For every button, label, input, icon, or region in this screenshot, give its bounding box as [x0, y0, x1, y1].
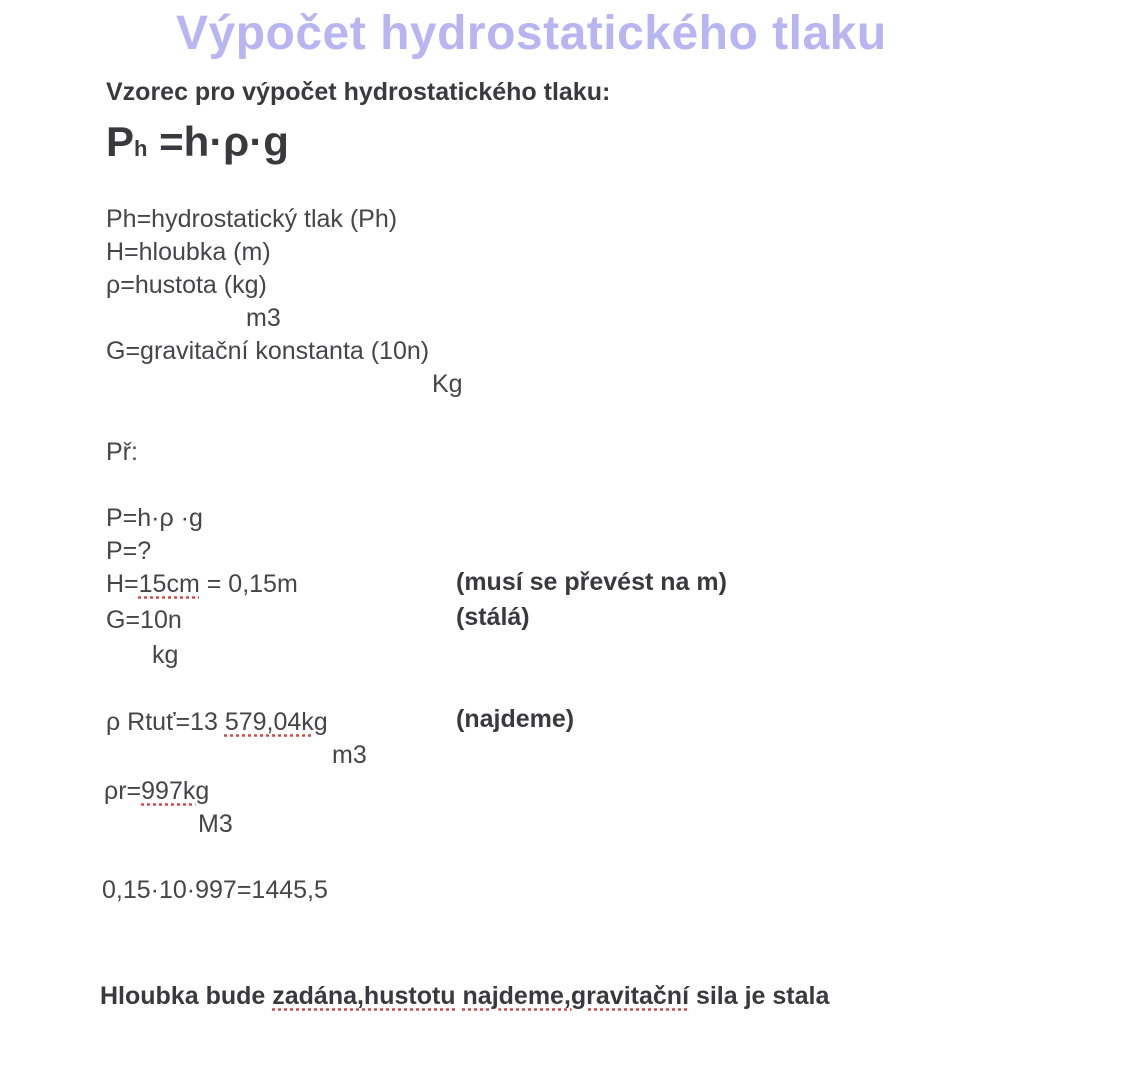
- example-rho-mercury: [106, 708, 328, 737]
- conclusion-part-4: najdeme,gravitační: [462, 982, 690, 1010]
- example-rho-r: [104, 777, 209, 806]
- example-label: Př:: [106, 438, 138, 466]
- example-h-value: 15cm: [138, 570, 200, 598]
- conclusion-part-2: zadána,hustotu: [272, 982, 456, 1010]
- definition-rho-unit: m3: [246, 304, 281, 332]
- conclusion-part-5: sila je stala: [689, 982, 830, 1010]
- example-h-note: (musí se převést na m): [456, 568, 727, 596]
- conclusion-part-3: [456, 982, 463, 1010]
- definition-rho: ρ=hustota (kg): [106, 271, 267, 299]
- definition-g: G=gravitační konstanta (10n): [106, 337, 430, 365]
- page-title: Výpočet hydrostatického tlaku: [176, 7, 887, 60]
- formula-heading: Vzorec pro výpočet hydrostatického tlaku:: [106, 78, 611, 106]
- example-rho-r-unit: M3: [198, 810, 233, 838]
- example-rho-r-value: 997kg: [141, 777, 210, 805]
- definition-g-unit: Kg: [432, 370, 463, 398]
- example-equation: P=h·ρ ·g: [106, 504, 203, 532]
- formula: [106, 118, 289, 166]
- example-h: [106, 570, 298, 599]
- example-calculation: 0,15·10·997=1445,5: [102, 876, 328, 904]
- formula-symbol: P: [106, 118, 135, 165]
- example-g-note: (stálá): [456, 603, 530, 631]
- example-rho-r-prefix: ρr=: [104, 777, 142, 805]
- example-rho-mercury-prefix: ρ Rtuť=13: [106, 708, 225, 736]
- example-h-converted: = 0,15m: [199, 570, 298, 598]
- example-g: G=10n: [106, 606, 182, 634]
- conclusion-part-1: Hloubka bude: [100, 982, 273, 1010]
- example-rho-mercury-note: (najdeme): [456, 705, 575, 733]
- definition-h: H=hloubka (m): [106, 238, 271, 266]
- example-g-unit: kg: [152, 641, 179, 669]
- example-p-unknown: P=?: [106, 537, 152, 565]
- conclusion: [100, 982, 829, 1011]
- example-rho-mercury-unit: m3: [332, 741, 367, 769]
- formula-body: =h·ρ·g: [159, 118, 289, 165]
- formula-subscript: h: [134, 136, 148, 161]
- example-h-prefix: H=: [106, 570, 139, 598]
- example-rho-mercury-value: 579,04kg: [224, 708, 328, 736]
- definition-ph: Ph=hydrostatický tlak (Ph): [106, 205, 398, 233]
